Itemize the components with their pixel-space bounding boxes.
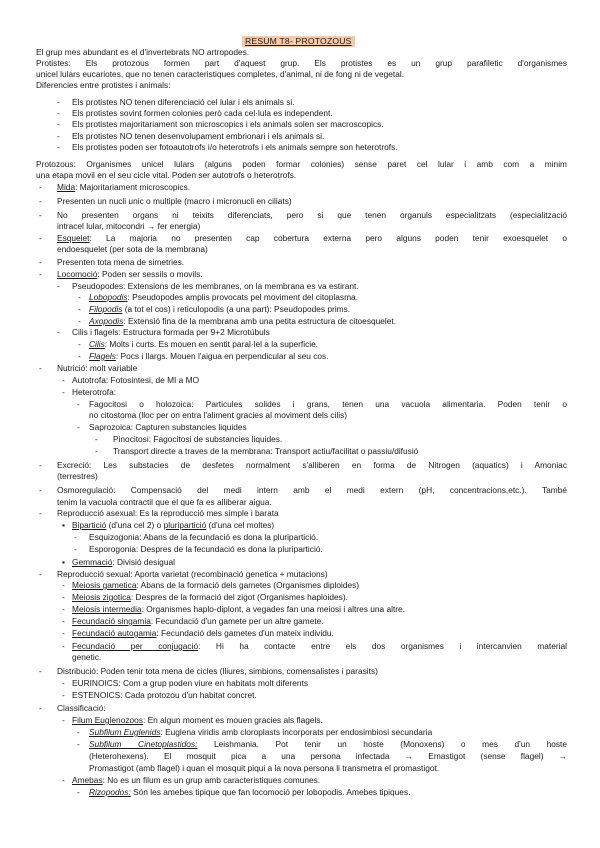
- bullet-dash: -: [62, 387, 65, 397]
- bullet-dash: -: [39, 269, 42, 279]
- list-item: Esquizogonia: Abans de la fecundació es dona la pluripartició.: [89, 532, 319, 542]
- list-item: Reproducció asexual: Es la reproducció mes simple i barata: [57, 508, 279, 518]
- bullet-dash: -: [39, 460, 42, 470]
- list-item: (terrestres): [57, 471, 98, 481]
- bullet-dash: -: [57, 327, 60, 337]
- bullet-dash: -: [62, 628, 65, 638]
- list-item: Fecundació autogamia: Fecundació dels gametes d'un mateix individu.: [72, 628, 334, 638]
- bullet-dash: -: [57, 131, 60, 141]
- bullet-dash: -: [39, 233, 42, 243]
- bullet-dash: -: [62, 690, 65, 700]
- bullet-dash: -: [39, 508, 42, 518]
- list-item: Axopodis: Extensió fina de la membrana amb una petita estructura de citoesquelet.: [89, 316, 397, 326]
- list-item: Esquelet: La majoria no presenten cap cobertura externa pero alguns poden tenir exoesquelet o: [57, 233, 567, 243]
- list-item: Autotrofa: Fotosintesi, de MI a MO: [72, 375, 200, 385]
- list-item: Filopodis (a tot el cos) i reticulopodis (a una part): Pseudopodes prims.: [89, 304, 351, 314]
- bullet-dash: -: [62, 715, 65, 725]
- list-item: Nutrició: molt variable: [57, 363, 138, 373]
- bullet-dash: -: [77, 399, 80, 409]
- list-item: (Heterohexens). El mosquit pica a una persona infectada → Emastigot (sense flagel) →: [89, 751, 567, 761]
- list-item: Subfilum Cinetoplastidos: Leishmania. Pot tenir un hoste (Monoxens) o mes d'un hoste: [89, 739, 567, 749]
- list-item: Fecundació per conjugació: Hi ha contacte entre els dos organismes i intercanvien material: [72, 641, 567, 651]
- list-item: Meiosis zigotica: Despres de la formació del zigot (Organismes haploides).: [72, 592, 348, 602]
- list-item: Classificació:: [57, 703, 106, 713]
- list-item: Meiosis gametica: Abans de la formació dels gametes (Organismes diploides): [72, 580, 360, 590]
- bullet-dash: -: [62, 616, 65, 626]
- list-item: Pseudopodes: Extensions de les membranes, on la membrana es va estirant.: [72, 281, 359, 291]
- list-item: Bipartició (d'una cel 2) o pluripartició (d'una cel moltes): [72, 520, 275, 530]
- list-item: Meiosis intermedia: Organismes haplo-diplont, a vegades fan una meiosi i altres una altre.: [72, 604, 406, 614]
- list-item: Rizopodos: Són les amebes tipique que fan locomoció per lobopodis. Amebes tipiques.: [89, 787, 411, 797]
- list-item: Transport directe a traves de la membrana: Transport actiu/facilitat o passiu/difusió: [113, 446, 419, 456]
- list-item: EURINOICS: Com a grup poden viure en habitats molt diferents: [72, 678, 309, 688]
- list-item: Fecundació singamia: Fecundació d'un gamete per un altre gamete.: [72, 616, 324, 626]
- list-item: Els protistes sovint formen colonies però cada cel·lula es independent.: [72, 108, 333, 118]
- bullet-dash: -: [39, 210, 42, 220]
- bullet-dash: -: [77, 739, 80, 749]
- list-item: ESTENOICS: Cada protozou d'un habitat concret.: [72, 690, 257, 700]
- list-item: genetic.: [72, 652, 102, 662]
- list-item: Cilis: Molts i curts. Es mouen en sentit paral·lel a la superficie.: [89, 339, 319, 349]
- bullet-dash: -: [39, 257, 42, 267]
- bullet-dash: -: [77, 787, 80, 797]
- list-item: Distribució: Poden tenir tota mena de cicles (lliures, simbions, comensalistes i parasits): [57, 666, 378, 676]
- bullet-dash: -: [39, 666, 42, 676]
- list-item: Heterotrofa:: [72, 387, 117, 397]
- list-item: tenim la vacuola contractil que el que fa es alliberar aigua.: [57, 497, 272, 507]
- bullet-square: ▪: [62, 557, 65, 567]
- list-item: endoesquelet (per sota de la membrana): [57, 244, 208, 254]
- bullet-dash: -: [62, 604, 65, 614]
- bullet-dash: -: [62, 592, 65, 602]
- list-item: Els protistes poden ser fotoautotrofs i/o heterotrofs i els animals sempre son heterotrofs.: [72, 142, 398, 152]
- list-item: Gemmació: Divisió desigual: [72, 557, 175, 567]
- list-item: no citostoma (lloc per on entra l'aliment gracies al moviment dels cilis): [89, 410, 348, 420]
- bullet-dash: -: [78, 292, 81, 302]
- bullet-dash: -: [77, 727, 80, 737]
- list-item: Amebas: No es un filum es un grup amb caracteristiques comunes.: [72, 775, 321, 785]
- bullet-dash: -: [39, 363, 42, 373]
- list-item: Presenten un nucli unic o multiple (macro i micronucli en ciliats): [57, 196, 292, 206]
- list-item: Els protistes NO tenen desenvolupament embrionari i els animals si.: [72, 131, 325, 141]
- bullet-dash: -: [57, 281, 60, 291]
- text-line: Protistes: Els protozous formen part d'aquest grup. Els protistes es un grup parafiletic d'organismes: [36, 58, 567, 68]
- list-item: Reproducció sexual: Aporta varietat (recombinació genetica + mutacions): [57, 569, 328, 579]
- bullet-dash: -: [74, 544, 77, 554]
- bullet-dash: -: [78, 351, 81, 361]
- list-item: Promastigot (amb flagel) i quan el mosquit piqui a la nova persona li transmetra el promastigot.: [89, 763, 440, 773]
- list-item: Fagocitosi o holozoica: Particules solides i grans, tenen una vacuola alimentaria. Poden tenir o: [89, 399, 567, 409]
- list-item: Els protistes NO tenen diferenciació cel lular i els animals si.: [72, 97, 295, 107]
- list-item: Subfilum Euglenids: Euglena viridis amb cloroplasts incorporats per endosimbiosi secundaria: [89, 727, 433, 737]
- bullet-dash: -: [78, 339, 81, 349]
- bullet-dash: -: [95, 434, 98, 444]
- list-item: Mida: Majoritariament microscopics.: [57, 182, 191, 192]
- bullet-dash: -: [62, 580, 65, 590]
- bullet-dash: -: [62, 775, 65, 785]
- bullet-dash: -: [62, 641, 65, 651]
- bullet-dash: -: [57, 142, 60, 152]
- text-line: unicel lulars eucariotes, que no tenen caracteristiques completes, d'animal, ni de fong ni de vegetal.: [36, 69, 405, 79]
- text-line: Protozous: Organismes unicel lulars (alguns poden formar colonies) sense paret cel lular i amb com a minim: [36, 159, 567, 169]
- bullet-dash: -: [78, 304, 81, 314]
- list-item: Locomoció: Poden ser sessils o movils.: [57, 269, 203, 279]
- bullet-dash: -: [39, 703, 42, 713]
- bullet-dash: -: [57, 119, 60, 129]
- bullet-square: ▪: [62, 520, 65, 530]
- text-line: una etapa movil en el seu cicle vital. Poden ser autotrofs o heterotrofs.: [36, 170, 297, 180]
- list-item: No presenten organs ni teixits diferenciats, pero si que tenen organuls especialitzats (especialització: [57, 210, 567, 220]
- list-item: Pinocitosi: Fagocitosi de substancies liquides.: [113, 434, 283, 444]
- list-item: Excreció: Les substacies de desfetes normalment s'alliberen en forma de Nitrogen (aquatics) i Amoniac: [57, 460, 567, 470]
- list-item: intracel lular, mitocondri → fer energia): [57, 221, 201, 231]
- bullet-dash: -: [74, 532, 77, 542]
- bullet-dash: -: [77, 422, 80, 432]
- bullet-dash: -: [39, 196, 42, 206]
- bullet-dash: -: [57, 97, 60, 107]
- list-item: Presenten tota mena de simetries.: [57, 257, 185, 267]
- list-item: Cilis i flagels: Estructura formada per 9+2 Microtúbuls: [72, 327, 270, 337]
- bullet-dash: -: [39, 182, 42, 192]
- text-line: El grup mes abundant es el d'invertebrats NO artropodes.: [36, 47, 250, 57]
- list-item: Esporogonia: Despres de la fecundació es dona la pluripartició.: [89, 544, 323, 554]
- list-item: Osmoregulació: Compensació del medi intern amb el medi extern (pH, concentracions,etc.). També: [57, 485, 567, 495]
- document-title: RESUM T8- PROTOZOUS: [242, 36, 355, 47]
- bullet-dash: -: [39, 569, 42, 579]
- list-item: Flagels: Pocs i llargs. Mouen l'aigua en perpendicular al seu cos.: [89, 351, 329, 361]
- list-item: Saprozoica: Capturen substancies liquides: [89, 422, 247, 432]
- bullet-dash: -: [39, 485, 42, 495]
- bullet-dash: -: [62, 375, 65, 385]
- bullet-dash: -: [78, 316, 81, 326]
- bullet-dash: -: [57, 108, 60, 118]
- text-line: Diferencies entre protistes i animals:: [36, 80, 171, 90]
- list-item: Els protistes majoritariament son microscopics i els animals solen ser macroscopics.: [72, 119, 384, 129]
- bullet-dash: -: [62, 678, 65, 688]
- list-item: Lobopodis: Pseudopodes amplis provocats pel moviment del citoplasma.: [89, 292, 359, 302]
- list-item: Filum Euglenozoos: En algun moment es mouen gracies als flagels.: [72, 715, 323, 725]
- bullet-dash: -: [95, 446, 98, 456]
